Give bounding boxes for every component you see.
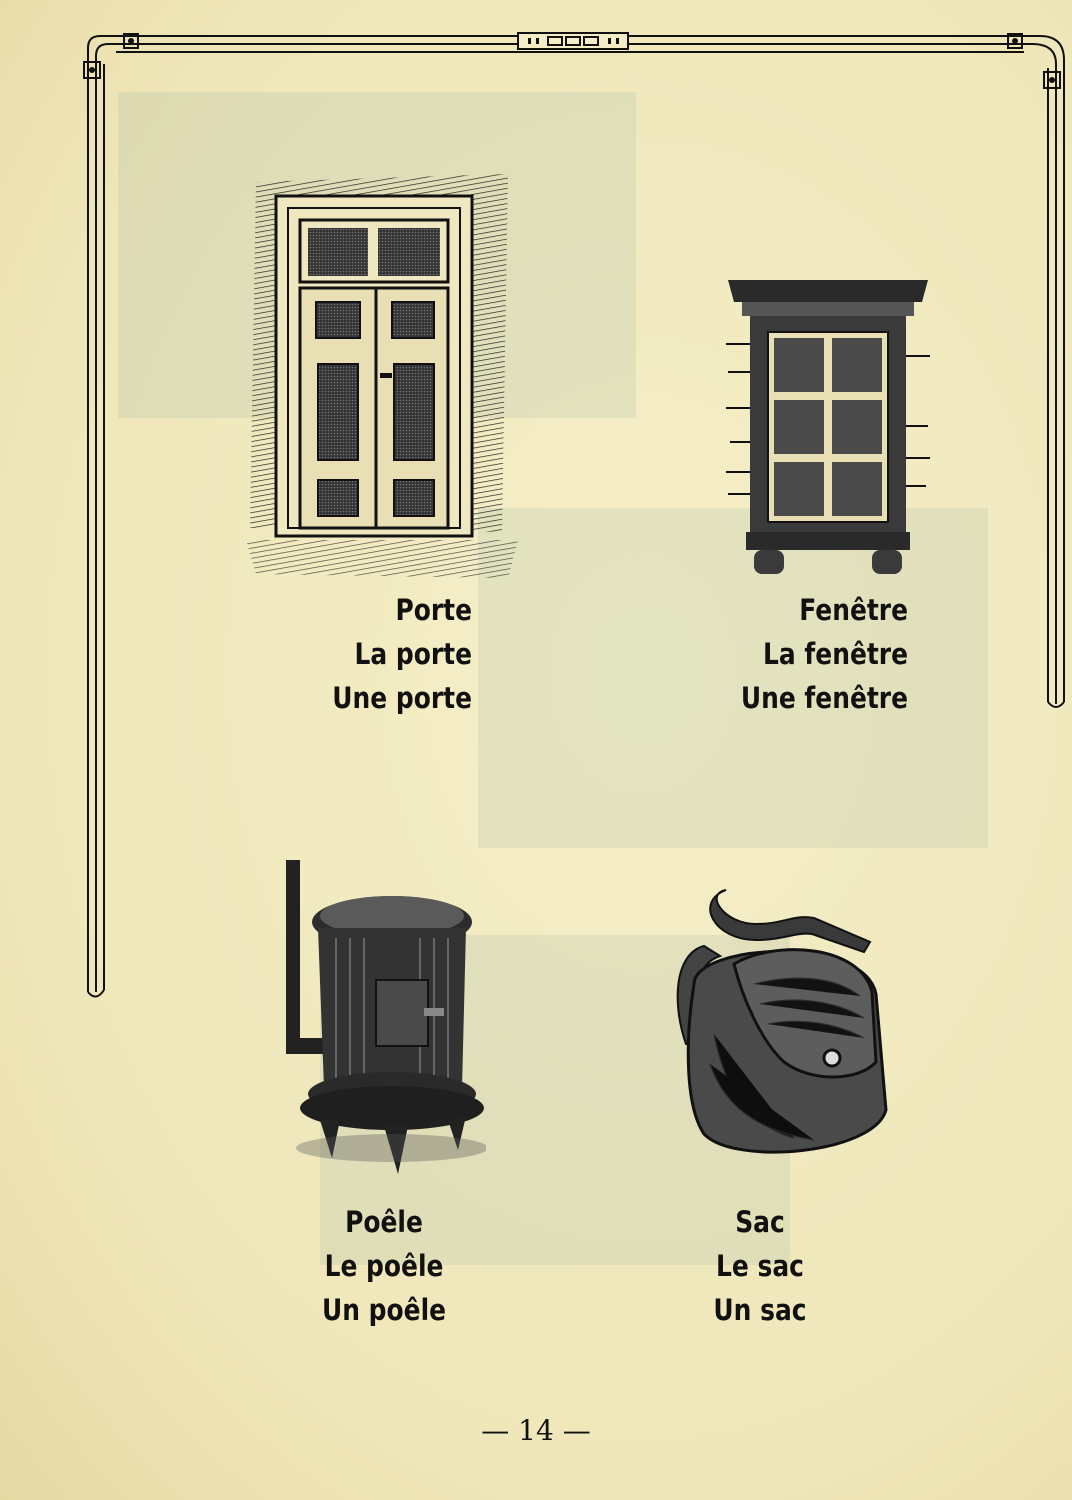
- door-caption: [248, 588, 472, 720]
- bag-illustration: [664, 884, 898, 1166]
- page-number: — 14 —: [481, 1414, 591, 1447]
- window-caption-line: Une fenêtre: [740, 681, 908, 715]
- stove-caption-line: Le poêle: [324, 1249, 444, 1283]
- door-caption-line: La porte: [354, 637, 472, 671]
- stove-illustration: [280, 858, 486, 1180]
- door-caption-line: Une porte: [332, 681, 472, 715]
- bag-caption: [648, 1200, 872, 1332]
- stove-caption-line: Poêle: [345, 1205, 423, 1239]
- bag-caption-line: Un sac: [713, 1293, 807, 1327]
- window-illustration: [722, 276, 934, 578]
- window-caption: [684, 588, 908, 720]
- window-caption-line: Fenêtre: [799, 593, 908, 627]
- door-caption-line: Porte: [395, 593, 472, 627]
- bag-caption-line: Sac: [735, 1205, 785, 1239]
- bag-caption-line: Le sac: [716, 1249, 804, 1283]
- window-caption-line: La fenêtre: [763, 637, 908, 671]
- stove-caption-line: Un poêle: [321, 1293, 447, 1327]
- stove-caption: [272, 1200, 496, 1332]
- door-illustration: [246, 168, 518, 578]
